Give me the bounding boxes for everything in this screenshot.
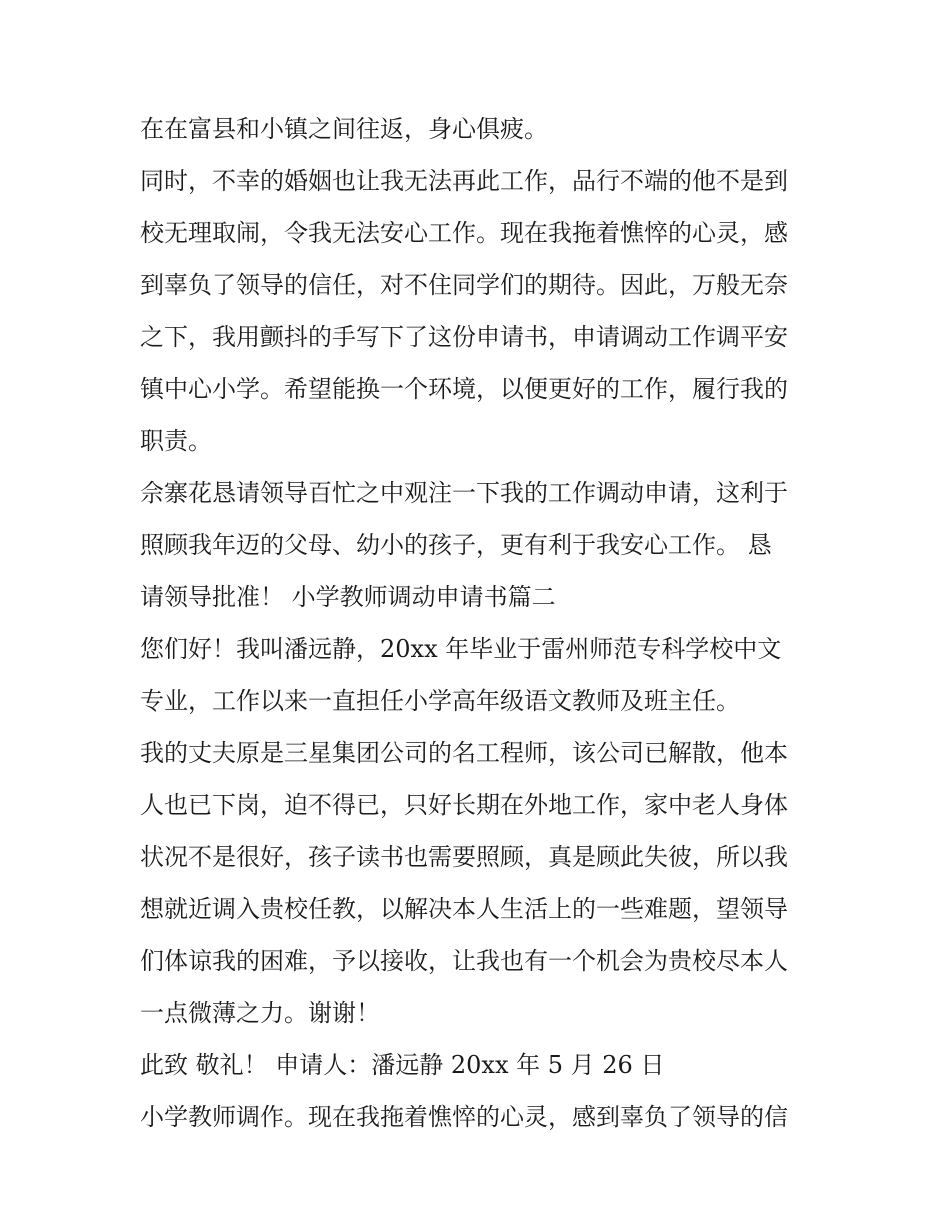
text-line: 想就近调入贵校任教，以解决本人生活上的一些难题，望领导 <box>140 895 788 923</box>
text-line: 同时，不幸的婚姻也让我无法再此工作，品行不端的他不是到 <box>140 167 788 195</box>
text-line: 您们好！我叫潘远静，20xx 年毕业于雷州师范专科学校中文 <box>140 635 782 663</box>
text-line: 状况不是很好，孩子读书也需要照顾，真是顾此失彼，所以我 <box>140 843 788 871</box>
section-heading-line: 请领导批准！ 小学教师调动申请书篇二 <box>140 583 556 611</box>
text-line: 在在富县和小镇之间往返，身心俱疲。 <box>140 115 548 143</box>
document-body <box>140 103 820 1143</box>
text-line: 专业，工作以来一直担任小学高年级语文教师及班主任。 <box>140 687 740 715</box>
signature-line: 此致 敬礼！ 申请人：潘远静 20xx 年 5 月 26 日 <box>140 1051 665 1079</box>
text-line: 人也已下岗，迫不得已，只好长期在外地工作，家中老人身体 <box>140 791 788 819</box>
text-line: 们体谅我的困难，予以接收，让我也有一个机会为贵校尽本人 <box>140 947 788 975</box>
text-line: 校无理取闹，令我无法安心工作。现在我拖着憔悴的心灵，感 <box>140 219 788 247</box>
text-line: 我的丈夫原是三星集团公司的名工程师，该公司已解散，他本 <box>140 739 788 767</box>
text-line: 镇中心小学。希望能换一个环境，以便更好的工作，履行我的 <box>140 375 788 403</box>
text-line: 照顾我年迈的父母、幼小的孩子，更有利于我安心工作。 恳 <box>140 531 772 559</box>
text-line: 职责。 <box>140 427 212 455</box>
text-line: 佘寨花恳请领导百忙之中观注一下我的工作调动申请，这利于 <box>140 479 788 507</box>
text-line: 小学教师调作。现在我拖着憔悴的心灵，感到辜负了领导的信 <box>140 1103 788 1131</box>
text-line: 一点微薄之力。谢谢！ <box>140 999 380 1027</box>
text-line: 到辜负了领导的信任，对不住同学们的期待。因此，万般无奈 <box>140 271 788 299</box>
text-line: 之下，我用颤抖的手写下了这份申请书，申请调动工作调平安 <box>140 323 788 351</box>
